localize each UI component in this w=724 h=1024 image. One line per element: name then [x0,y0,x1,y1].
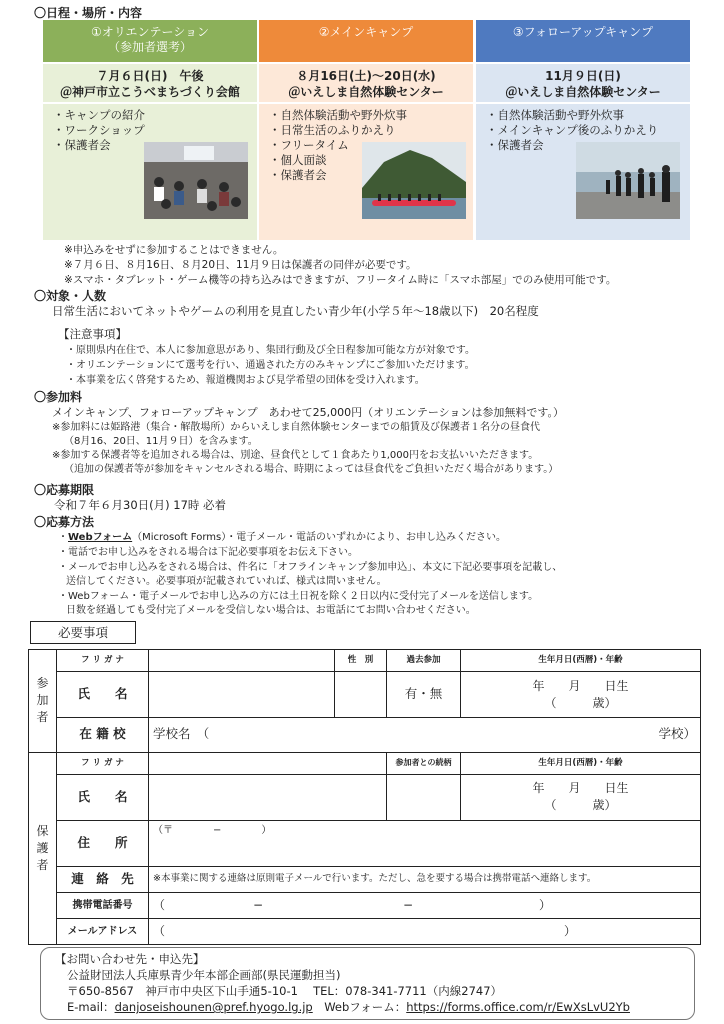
name-label: 氏 名 [57,774,149,820]
note: ※スマホ・タブレット・ゲーム機等の持ち込みはできますが、フリータイム時に「スマホ部屋」でのみ使用可能です。 [64,274,617,286]
section-schedule-heading: 〇日程・場所・内容 [34,6,143,20]
furigana-label: フ リ ガ ナ [57,650,149,672]
caution-item: ・本事業を広く啓発するため、報道機関および見学希望の団体を受け入れます。 [66,375,425,386]
webform-link[interactable]: Webフォーム [68,532,133,543]
method-line: 送信してください。必要事項が記載されていれば、様式は問いません。 [66,576,387,587]
email-label: メールアドレス [57,918,149,944]
application-form [28,649,701,945]
caution-title: 【注意事項】 [58,327,127,341]
address-label: 住 所 [57,820,149,866]
section-deadline-heading: 〇応募期限 [34,483,95,497]
list-item: ・ワークショップ [53,123,145,137]
birth-fill: 年 月 日生 [532,781,629,796]
participant-birthdate-field[interactable] [461,672,701,718]
mobile-label: 携帯電話番号 [57,892,149,918]
email-fill: （ [153,924,166,939]
method-line: ・メールでお申し込みをされる場合は、件名に「オフラインキャンプ参加申込」、本文に下記必要事項を記載し、 [58,562,563,573]
method-line: ・電話でお申し込みをされる場合は下記必要事項をお伝え下さい。 [58,547,358,558]
orientation-title: ①オリエンテーション [90,25,210,39]
relation-label: 参加者との続柄 [387,752,461,774]
school-end-text: 学校） [658,726,696,742]
school-name-text: 学校名 （ [153,726,210,742]
deadline-text: 令和７年６月30日(月) 17時 必着 [54,498,227,512]
method-line: ・Webフォーム（Microsoft Forms）・電子メール・電話のいずれかにより、お申し込みください。 [58,532,507,543]
guardian-relation-field[interactable] [387,774,461,820]
age-fill: （ 歳） [544,695,617,710]
workshop-photo [144,142,248,219]
list-item: ・日常生活のふりかえり [269,123,396,137]
seaside-photo [576,142,680,219]
webform-label-text: Webフォーム： [312,1000,407,1014]
participant-furigana-field[interactable] [149,650,335,672]
contact-webform-link[interactable]: https://forms.office.com/r/EwXsLvU2Yb [406,1000,630,1014]
list-item: ・保護者会 [53,138,111,152]
follow-up-date: 11月９日(日) [545,69,621,83]
method-line: ・Webフォーム・電子メールでお申し込みの方には土日祝を除く２日以内に受付完了メールを送信します。 [58,591,539,602]
mobile-fill: − [253,898,264,913]
main-camp-header [259,20,473,62]
orientation-content [43,104,257,240]
guardian-furigana-field[interactable] [149,752,387,774]
section-fee-heading: 〇参加料 [34,390,83,404]
main-camp-venue: ＠いえしま自然体験センター [288,85,444,99]
fee-text: メインキャンプ、フォローアップキャンプ あわせて25,000円（オリエンテーションは参加無料です。） [52,406,565,419]
orientation-venue: ＠神戸市立こうべまちづくり会館 [60,85,240,99]
email-field[interactable] [149,918,701,944]
main-camp-content [259,104,473,240]
section-method-heading: 〇応募方法 [34,515,95,529]
gender-label: 性 別 [335,650,387,672]
participant-gender-field[interactable] [335,672,387,718]
method-line: 日数を経過しても受付完了メールを受信しない場合は、お電話にてお問い合わせください。 [66,605,476,616]
contact-label: 連 絡 先 [57,866,149,892]
contact-note: ※本事業に関する連絡は原則電子メールで行います。ただし、急を要する場合は携帯電話へ連絡します。 [149,866,701,892]
follow-up-header [476,20,690,62]
follow-up-venue: ＠いえしま自然体験センター [505,85,661,99]
fee-note: （追加の保護者等が参加をキャンセルされる場合、時期によっては昼食代をご負担いただく場合があります。） [64,464,559,475]
birthdate-label: 生年月日(西暦)・年齢 [461,650,701,672]
mobile-field[interactable] [149,892,701,918]
orientation-subtitle: （参加者選考） [107,40,192,54]
schedule-grid [43,20,690,240]
address-fill: （〒 − ） [153,824,272,836]
main-camp-date-box [259,64,473,102]
schedule-follow-up [476,20,690,240]
school-name-field[interactable] [149,718,701,753]
mobile-fill: − [403,898,414,913]
canoe-photo [362,142,466,219]
target-text: 日常生活においてネットやゲームの利用を見直したい青少年(小学５年〜18歳以下) 20名程度 [52,304,539,318]
follow-up-date-box [476,64,690,102]
past-participation-label: 過去参加 [387,650,461,672]
guardian-name-field[interactable] [149,774,387,820]
birthdate-label: 生年月日(西暦)・年齢 [461,752,701,774]
past-participation-options[interactable]: 有・無 [387,672,461,718]
list-item: ・フリータイム [269,138,349,152]
guardian-side-label: 保護者 [29,752,57,944]
furigana-label: フ リ ガ ナ [57,752,149,774]
school-label: 在 籍 校 [57,718,149,753]
follow-up-title: ③フォローアップキャンプ [512,25,654,39]
guardian-birthdate-field[interactable] [461,774,701,820]
contact-org: 公益財団法人兵庫県青少年本部企画部(県民運動担当) [67,968,341,982]
note: ※申込みをせずに参加することはできません。 [64,244,284,256]
follow-up-content [476,104,690,240]
name-label: 氏 名 [57,672,149,718]
list-item: ・保護者会 [269,168,327,182]
contact-title: 【お問い合わせ先・申込先】 [55,952,205,966]
note: ※７月６日、８月16日、８月20日、11月９日は保護者の同伴が必要です。 [64,259,417,271]
list-item: ・キャンプの紹介 [53,108,145,122]
email-label-text: E-mail： [67,1000,115,1014]
birth-fill: 年 月 日生 [532,678,629,693]
main-camp-title: ②メインキャンプ [318,25,414,39]
schedule-orientation [43,20,257,240]
list-item: ・保護者会 [486,138,544,152]
list-item: ・自然体験活動や野外炊事 [486,108,624,122]
contact-box [40,947,695,1020]
list-item: ・自然体験活動や野外炊事 [269,108,407,122]
age-fill: （ 歳） [544,798,617,813]
mobile-fill: （ [153,898,166,913]
list-item: ・個人面談 [269,153,327,167]
orientation-date-box [43,64,257,102]
list-item: ・メインキャンプ後のふりかえり [486,123,659,137]
method-text: （Microsoft Forms）・電子メール・電話のいずれかにより、お申し込みください。 [132,532,507,543]
schedule-main-camp [259,20,473,240]
address-field[interactable] [149,820,701,866]
required-items-title: 必要事項 [30,621,136,644]
fee-note: ※参加料には姫路港（集合・解散場所）からいえしま自然体験センターまでの船賃及び保護者１名分の昼食代 [52,422,540,433]
fee-note: （8月16、20日、11月９日）を含みます。 [64,436,258,447]
caution-item: ・オリエンテーションにて選考を行い、通過された方のみキャンプにご参加いただけます。 [66,360,475,371]
mobile-fill: ） [539,898,552,913]
orientation-header [43,20,257,62]
section-target-heading: 〇対象・人数 [34,289,107,303]
contact-address: 〒650-8567 神戸市中央区下山手通5-10-1 TEL：078-341-7711（内線2747） [67,984,503,998]
caution-item: ・原則県内在住で、本人に参加意思があり、集団行動及び全日程参加可能な方が対象です。 [66,345,475,356]
contact-email-link[interactable]: danjoseishounen@pref.hyogo.lg.jp [114,1000,313,1014]
orientation-date: ７月６日(日) 午後 [96,69,204,83]
participant-side-label: 参加者 [29,650,57,753]
email-fill: ） [563,924,576,939]
fee-note: ※参加する保護者等を追加される場合は、別途、昼食代として１食あたり1,000円をお支払いいただきます。 [52,450,539,461]
participant-name-field[interactable] [149,672,335,718]
main-camp-date: ８月16日(土)〜20日(水) [296,69,436,83]
